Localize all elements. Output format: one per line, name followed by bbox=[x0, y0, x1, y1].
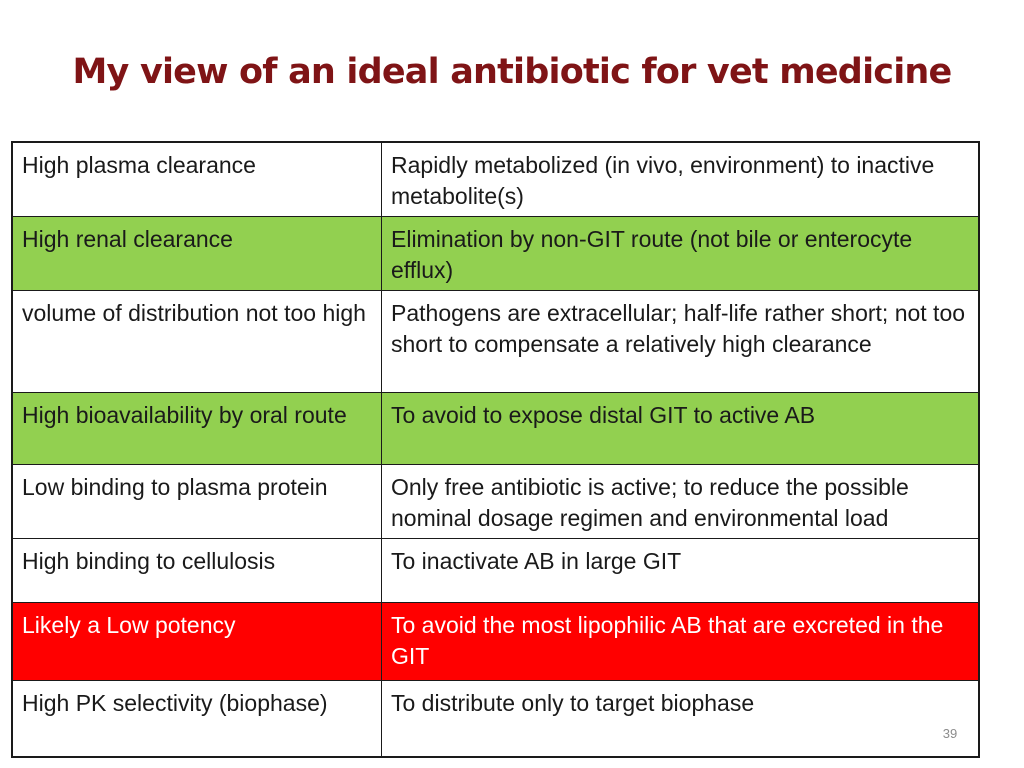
page-number: 39 bbox=[942, 726, 958, 741]
rationale-cell: Pathogens are extracellular; half-life rather short; not too short to compensate a relatively high clearance bbox=[382, 291, 980, 393]
property-cell: High plasma clearance bbox=[12, 142, 382, 217]
property-cell: High bioavailability by oral route bbox=[12, 393, 382, 465]
property-cell: High renal clearance bbox=[12, 217, 382, 291]
rationale-cell: Elimination by non-GIT route (not bile or enterocyte efflux) bbox=[382, 217, 980, 291]
slide-title: My view of an ideal antibiotic for vet medicine bbox=[72, 52, 952, 92]
rationale-cell: To inactivate AB in large GIT bbox=[382, 539, 980, 603]
table-row bbox=[12, 291, 979, 393]
table-row bbox=[12, 681, 979, 757]
property-cell: Likely a Low potency bbox=[12, 603, 382, 681]
table-row bbox=[12, 393, 979, 465]
rationale-cell: To avoid the most lipophilic AB that are excreted in the GIT bbox=[382, 603, 980, 681]
rationale-cell: To avoid to expose distal GIT to active AB bbox=[382, 393, 980, 465]
properties-table bbox=[11, 141, 980, 758]
rationale-cell: To distribute only to target biophase bbox=[382, 681, 980, 757]
table-row bbox=[12, 142, 979, 217]
rationale-cell: Rapidly metabolized (in vivo, environment) to inactive metabolite(s) bbox=[382, 142, 980, 217]
property-cell: volume of distribution not too high bbox=[12, 291, 382, 393]
property-cell: High PK selectivity (biophase) bbox=[12, 681, 382, 757]
property-cell: High binding to cellulosis bbox=[12, 539, 382, 603]
table-row bbox=[12, 465, 979, 539]
table-row bbox=[12, 217, 979, 291]
rationale-cell: Only free antibiotic is active; to reduce the possible nominal dosage regimen and environmental load bbox=[382, 465, 980, 539]
table-row bbox=[12, 539, 979, 603]
table-row bbox=[12, 603, 979, 681]
property-cell: Low binding to plasma protein bbox=[12, 465, 382, 539]
